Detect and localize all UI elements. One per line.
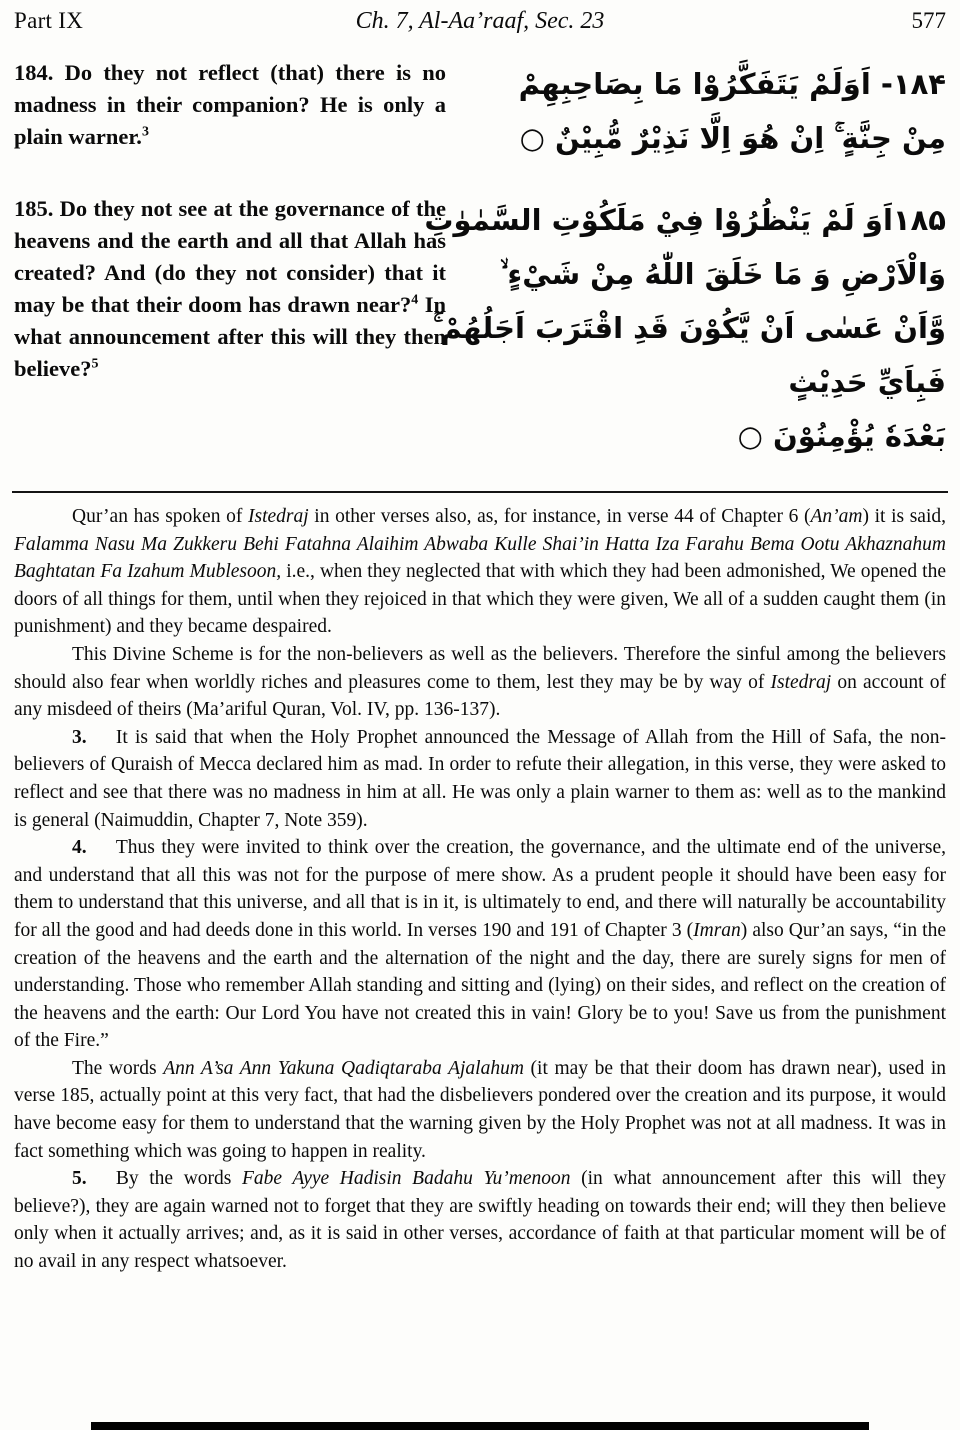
verse-arabic-184: ۱۸۴- اَوَلَمْ يَتَفَكَّرُوْا مَا بِصَاحِبِهِمْ مِنْ جِنَّةٍ ۚ اِنْ هُوَ اِلَّا نَذِيْرٌ مُّبِيْنٌ ○ [518, 67, 946, 155]
verse-arabic-185: ۱۸۵اَوَ لَمْ يَنْظُرُوْا فِيْ مَلَكُوْتِ السَّمٰوٰتِ وَالْاَرْضِ وَ مَا خَلَقَ اللّٰهُ مِنْ شَيْءٍ ۙ وَّاَنْ عَسٰى اَنْ يَّكُوْنَ قَدِ اقْتَرَبَ اَجَلُهُمْ ۚ فَبِاَيِّ حَدِيْثٍ بَعْدَهٗ يُؤْمِنُوْنَ ○ [424, 203, 946, 453]
commentary-note-3: 3. It is said that when the Holy Prophet announced the Message of Allah from the Hill of Safa, the non-believers of Quraish of Mecca declared him as mad. In order to refute their allegation, in this verse, they were asked to reflect and see that there was no madness in him at all. He was only a plain warner to them as: well as to the mankind is general (Naimuddin, Chapter 7, Note 359). [14, 726, 946, 831]
commentary-paragraph-istedraj: Qur’an has spoken of Istedraj in other verses also, as, for instance, in verse 44 of Chapter 6 (An’am) it is said, Falamma Nasu Ma Zukkeru Behi Fatahna Alaihim Abwaba Kulle Shai’in Hatta Iza Farahu Bema Ootu Akhaznahum Baghtatan Fa Izahum Mublesoon, i.e., when they neglected that with which they had been admonished, We opened the doors of all things for them, until when they rejoiced in that which they were given, We all of a sudden caught them (in punishment) and they became despaired. [14, 506, 946, 638]
commentary-note-4: 4. Thus they were invited to think over the creation, the governance, and the ultimate end of the universe, and understand that all this was not for the purpose of mere show. As a prudent people it should have been easy for them to understand that this universe, and all that is in it, is ultimately to end, and there will naturally be accountability for all the good and had deeds done in this world. In verses 190 and 191 of Chapter 3 (Imran) also Qur’an says, “in the creation of the heavens and the earth and the alternation of the night and the day, there are surely signs for men of understanding. Those who remember Allah standing and sitting and (lying) on their sides, and reflect on the creation of the heavens and the earth: Our Lord You have not created this in vain! Glory be to you! Save us from the punishment of the Fire.” [14, 837, 946, 1052]
verses-section [12, 57, 948, 463]
commentary-paragraph-divine-scheme: This Divine Scheme is for the non-believers as well as the believers. Therefore the sinful among the believers should also fear when worldly riches and pleasures come to them, lest they may be by way of Istedraj on account of any misdeed of theirs (Ma’ariful Quran, Vol. IV, pp. 136-137). [14, 643, 946, 721]
verse-block-185 [14, 193, 946, 463]
verse-english-184: 184. Do they not reflect (that) there is no madness in their companion? He is only a plain warner.$^3$ [14, 60, 446, 149]
bottom-rule [91, 1422, 869, 1430]
commentary-note-5: 5. By the words Fabe Ayye Hadisin Badahu Yu’menoon (in what announcement after this will they believe?), they are again warned not to forget that they are swiftly heading on towards their end; will they then believe only when it actually arrives; and, as it is said in other verses, accordance of faith at that particular moment will be of no avail in any respect whatsoever. [14, 1168, 946, 1273]
verse-block-184 [14, 57, 946, 165]
section-divider [12, 491, 948, 493]
commentary-paragraph-ann-asa: The words Ann A’sa Ann Yakuna Qadiqtaraba Ajalahum (it may be that their doom has drawn near), used in verse 185, actually point at this very fact, that had the disbelievers pondered over the creation and its purpose, it would have become easy for them to understand that the warning given by the Holy Prophet was not at all madness. It was in fact something which was going to happen in reality. [14, 1057, 946, 1162]
chapter-title: Ch. 7, Al-Aa’raaf, Sec. 23 [355, 8, 605, 34]
part-label: Part IX [14, 8, 84, 33]
verse-english-185: 185. Do they not see at the governance of the heavens and the earth and all that Allah has created? And (do they not consider) that it may be that their doom has drawn near?$^4$ In what announcement after this will they then believe?$^5$ [14, 196, 446, 381]
page-header [12, 4, 948, 37]
page-number: 577 [911, 8, 946, 33]
commentary-section [12, 503, 948, 1276]
